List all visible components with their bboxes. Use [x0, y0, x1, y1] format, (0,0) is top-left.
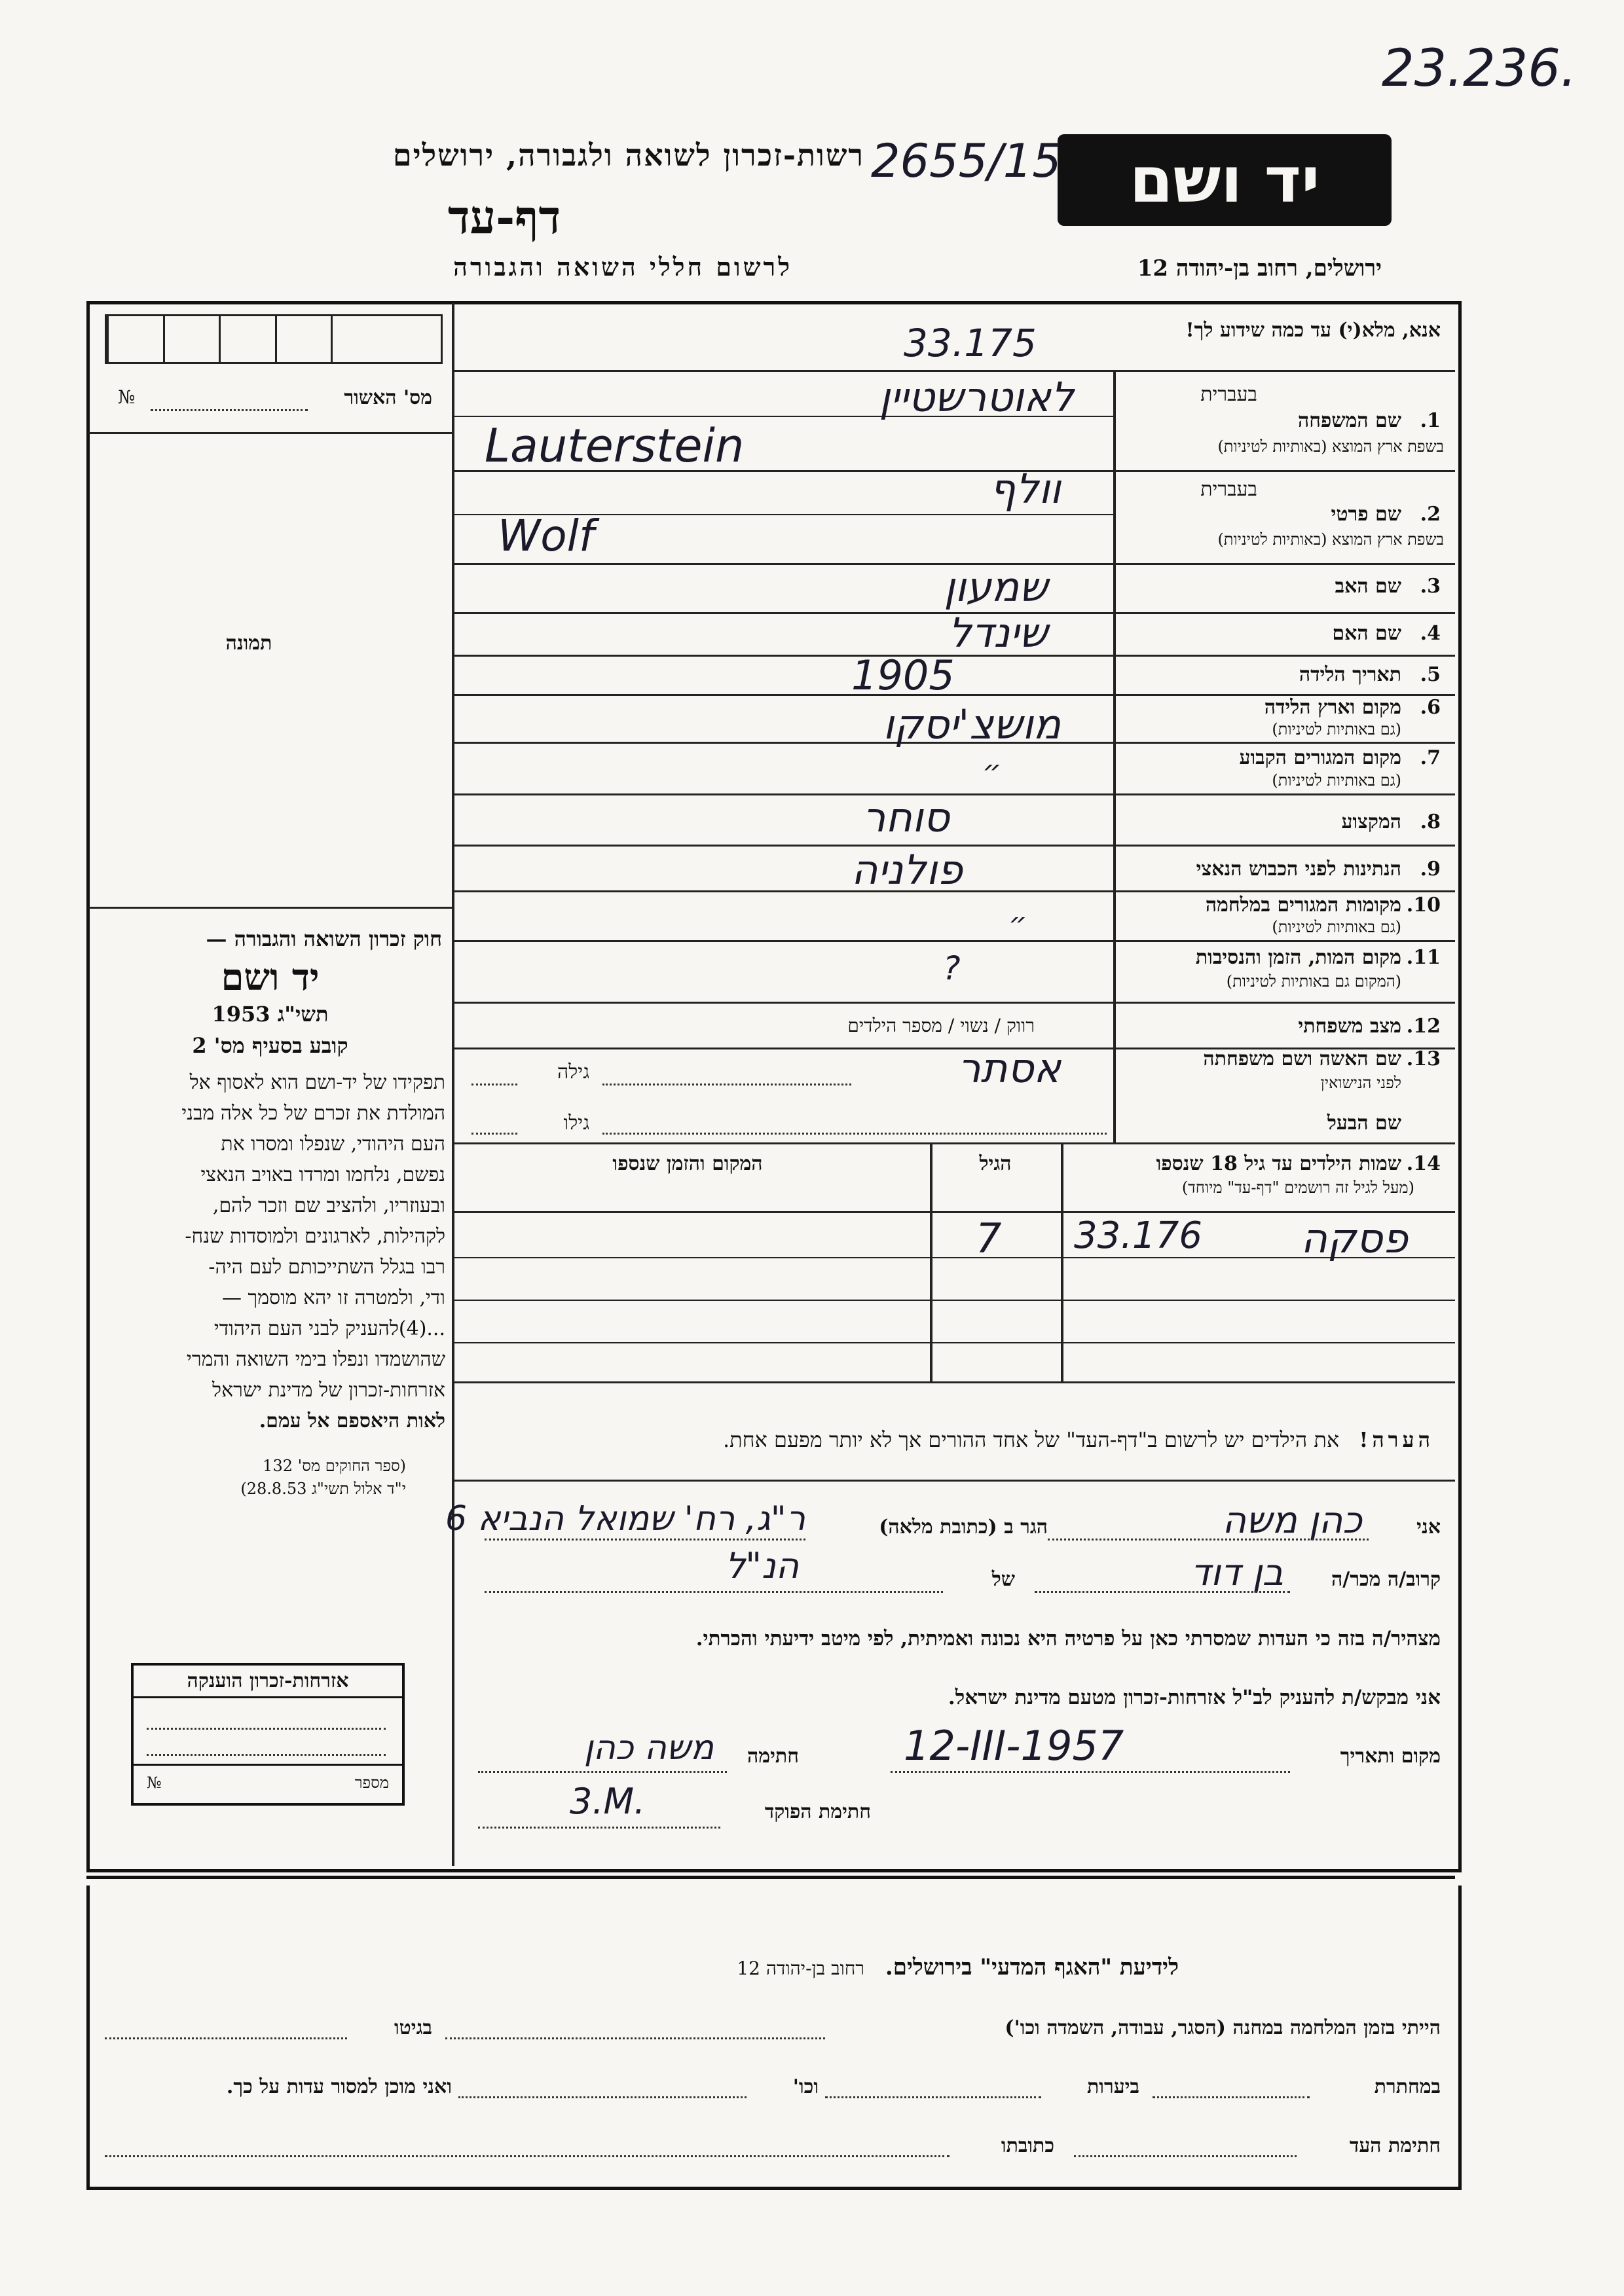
field-2-value-hebrew: וולף [989, 465, 1061, 513]
field-2-num: 2. [1420, 503, 1441, 526]
i-label: אני [1416, 1516, 1441, 1539]
authority-name: רשות-זכרון לשואה ולגבורה, ירושלים [392, 137, 864, 173]
field-6-num: 6. [1420, 696, 1441, 719]
field-2-sub: בשפת ארץ המוצא (באותיות לטיניות) [1217, 530, 1444, 549]
of-value: הנ"ל [725, 1545, 799, 1586]
citizenship-title: אזרחות-זכרון הוענקה [134, 1666, 402, 1698]
husband-age-label: גילו [563, 1112, 589, 1135]
bottom-frame [86, 1876, 1455, 1879]
field-1-label: שם המשפחה [1297, 409, 1401, 432]
form-intro: אנא, מלא(י) עד כמה שידוע לך! [1185, 319, 1441, 342]
note-text: את הילדים יש לרשום ב"דף-העד" של אחד ההורים אך לא יותר מפעם אחת. [722, 1427, 1340, 1452]
field-12-label: מצב משפחתי [1298, 1015, 1401, 1038]
field-13-sub: לפני הנישואין [1320, 1074, 1401, 1092]
child-age: 7 [976, 1214, 1002, 1262]
field-2-label: שם פרטי [1331, 503, 1401, 526]
witness-signature-label: חתימת העד [1349, 2134, 1441, 2157]
statement-1: מצהיר/ה בזה כי העדות שמסרתי כאן על פרטיה היא נכונה ואמיתית, לפי מיטב ידיעתי והכרתי. [695, 1627, 1441, 1650]
children-sub: (מעל לגיל זה רושמים "דף-עד" מיוחד) [1181, 1178, 1414, 1197]
law-line: העם היהודי, שנפלו ומסרו את [221, 1133, 445, 1156]
citizenship-number-label: מספר [354, 1774, 389, 1792]
bottom-title [458, 1954, 1179, 1980]
note [458, 1427, 1434, 1452]
ghetto-label: בגיטו [394, 2016, 432, 2039]
logo-text: יד ושם [1129, 143, 1320, 217]
etc-label: וכו' [792, 2075, 819, 2098]
form-title: דף-עד [447, 190, 561, 244]
field-3-num: 3. [1420, 575, 1441, 598]
law-line: לקהילות, לארגונים ולמוסדות שנח- [185, 1225, 445, 1248]
field-9-label: הנתינות לפני הכבוש הנאצי [1196, 858, 1401, 881]
field-4-num: 4. [1420, 622, 1441, 645]
resides-value: ר"ג, רח' שמואל הנביא 6 [445, 1499, 805, 1539]
law-line: נפשם, נלחמו ומרדו באויב הנאצי [200, 1163, 445, 1186]
law-line: ובעוזריו, ולהציב שם וזכר להם, [212, 1194, 445, 1217]
law-line: לאות היאספם אל עמם. [259, 1410, 445, 1432]
of-label: של [991, 1568, 1015, 1591]
child-name: פסקה [1301, 1214, 1408, 1262]
law-name: יד ושם [221, 956, 320, 999]
field-2-value-latin: Wolf [498, 511, 595, 561]
ready-label: ואני מוכן למסור עדות על כך. [226, 2075, 452, 2098]
relative-value: בן דוד [1190, 1552, 1283, 1594]
field-11-sub: (המקום גם באותיות לטיניות) [1226, 972, 1401, 991]
officer-value: 3.M. [570, 1781, 646, 1822]
bottom-address: רחוב בן-יהודה 12 [737, 1958, 865, 1979]
address: ירושלים, רחוב בן-יהודה 12 [1137, 255, 1382, 282]
archive-number: 23.236. [1382, 39, 1577, 98]
field-6-value: מושצ'יסקו [883, 701, 1061, 748]
field-11-label: מקום המות, הזמן והנסיבות [1195, 946, 1401, 969]
field-8-value: סוחר [862, 793, 950, 841]
signature-value: משה כהן [583, 1728, 714, 1768]
field-7-label: מקום המגורים הקבוע [1239, 746, 1401, 769]
field-5-num: 5. [1420, 663, 1441, 686]
field-10-label: מקומות המגורים במלחמה [1205, 894, 1401, 917]
law-line: אזרחות-זכרון של מדינת ישראל [212, 1379, 445, 1402]
field-10-value: ״ [1008, 907, 1027, 940]
handwritten-code: 2655/15 [871, 134, 1061, 188]
field-1-sub: בשפת ארץ המוצא (באותיות לטיניות) [1217, 437, 1444, 456]
field-13-age-label: גילה [557, 1061, 589, 1084]
children-label: שמות הילדים עד גיל 18 שנספו [1156, 1152, 1401, 1175]
intro-handwritten: 33.175 [904, 321, 1037, 365]
husband-label: שם הבעל [1327, 1112, 1401, 1135]
field-1-num: 1. [1420, 409, 1441, 432]
law-clause: קובע בסעיף מס' 2 [192, 1033, 348, 1058]
field-5-value: 1905 [851, 651, 955, 699]
field-3-label: שם האב [1335, 575, 1401, 598]
field-4-value: שינדל [948, 609, 1048, 657]
statement-2: אני מבקש/ת להעניק לב"ל אזרחות-זכרון מטעם מדינת ישראל. [948, 1686, 1441, 1709]
field-10-num: 10. [1406, 894, 1441, 917]
resides-label: הגר ב (כתובת מלאה) [879, 1516, 1048, 1539]
logo [1058, 134, 1392, 226]
field-9-num: 9. [1420, 858, 1441, 881]
i-value: כהן משה [1222, 1499, 1362, 1542]
place-date-label: מקום ותאריך [1340, 1745, 1441, 1768]
field-1-value-latin: Lauterstein [485, 419, 745, 473]
field-2-sub-top: בעברית [1200, 478, 1257, 501]
underground-label: במחתרת [1374, 2075, 1441, 2098]
id-boxes [105, 314, 443, 364]
citizenship-number-mark: № [147, 1774, 162, 1792]
bottom-line-1: הייתי בזמן המלחמה במחנה (הסגר, עבודה, השמדה וכו') [1005, 2016, 1441, 2039]
field-13-num: 13. [1406, 1048, 1441, 1070]
field-1-value-hebrew: לאוטרשטיין [879, 373, 1074, 421]
law-line: שהושמדו ונפלו בימי השואה והמרי [186, 1348, 445, 1371]
field-13-label: שם האשה ושם משפחתה [1203, 1048, 1401, 1070]
law-title: חוק זכרון השואה והגבורה — [206, 926, 442, 951]
signature-label: חתימה [747, 1745, 799, 1768]
children-col-age: הגיל [979, 1152, 1012, 1175]
law-line: תפקידו של יד-ושם הוא לאסוף אל [189, 1071, 445, 1094]
field-13-value: אסתר [957, 1044, 1061, 1092]
law-source-date: י"ד אלול תשי"ג 28.8.53) [240, 1480, 406, 1498]
field-9-value: פולניה [851, 846, 963, 894]
field-7-value: ״ [982, 753, 1002, 788]
field-12-value: רווק / נשוי / מספר הילדים [847, 1015, 1035, 1036]
law-line: ודי, ולמטרה זו יהא מוסמך — [221, 1286, 445, 1309]
officer-label: חתימת הפוקד [764, 1800, 871, 1823]
field-7-num: 7. [1420, 746, 1441, 769]
child-number: 33.176 [1074, 1214, 1202, 1257]
forests-label: ביערות [1086, 2075, 1139, 2098]
children-num: 14. [1406, 1152, 1441, 1175]
field-6-label: מקום וארץ הלידה [1264, 696, 1401, 719]
field-8-num: 8. [1420, 811, 1441, 833]
place-date-value: 12-III-1957 [904, 1722, 1124, 1770]
note-label: הערה! [1359, 1427, 1434, 1452]
witness-address-label: כתובתו [1001, 2134, 1054, 2157]
children-col-place: המקום והזמן שנספו [612, 1152, 763, 1175]
law-year: תשי"ג 1953 [212, 1002, 329, 1027]
law-line: המולדת את זכרם של כל אלה מבני [181, 1102, 445, 1125]
approval-label: מס' האשור [344, 386, 432, 409]
approval-mark: № [118, 386, 136, 408]
field-1-sub-top: בעברית [1200, 383, 1257, 406]
field-10-sub: (גם באותיות לטיניות) [1272, 918, 1401, 936]
form-subtitle: לרשום חללי השואה והגבורה [453, 252, 792, 282]
field-8-label: המקצוע [1341, 811, 1401, 833]
field-6-sub: (גם באותיות לטיניות) [1272, 720, 1401, 738]
law-source: (ספר החוקים מס' 132 [263, 1457, 406, 1475]
law-line: רבו בגלל השתייכותם לעם היה- [208, 1256, 445, 1279]
bottom-title-text: לידיעת "האגף המדעי" בירושלים. [885, 1954, 1179, 1980]
field-12-num: 12. [1406, 1015, 1441, 1038]
citizenship-box [131, 1663, 405, 1806]
field-5-label: תאריך הלידה [1299, 663, 1401, 686]
photo-label: תמונה [225, 632, 272, 655]
field-11-num: 11. [1406, 946, 1441, 969]
field-11-value: ? [943, 949, 961, 987]
law-body [98, 1067, 445, 1436]
relative-label: קרוב/ה מכר/ה [1331, 1568, 1441, 1591]
field-4-label: שם האם [1332, 622, 1401, 645]
law-line: ...(4)להעניק לבני העם היהודי [213, 1317, 445, 1340]
field-3-value: שמעון [944, 563, 1048, 611]
field-7-sub: (גם באותיות לטיניות) [1272, 771, 1401, 790]
